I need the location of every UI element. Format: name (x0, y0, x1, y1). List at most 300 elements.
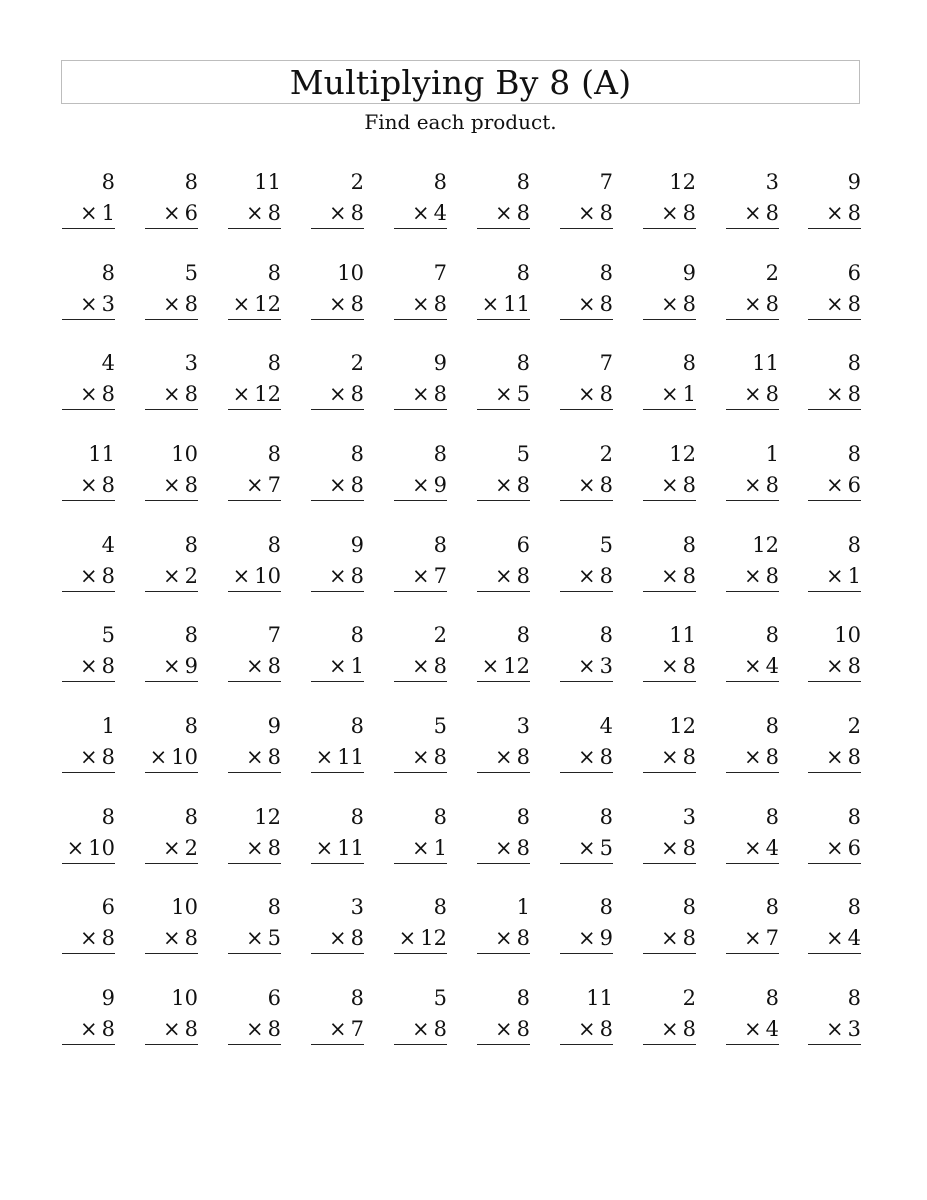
problem-item (145, 897, 198, 963)
problem-item (643, 807, 696, 873)
multiplier-line (412, 475, 447, 496)
times-sign: × (826, 745, 844, 769)
answer-line (62, 772, 115, 773)
multiplier-line (80, 203, 115, 224)
times-sign: × (246, 473, 264, 497)
answer-line (477, 409, 530, 410)
bottom-number: 8 (682, 564, 696, 588)
top-number: 12 (669, 170, 696, 194)
answer-line (145, 228, 198, 229)
times-sign: × (66, 836, 85, 860)
answer-line (228, 953, 281, 954)
times-sign: × (826, 926, 844, 950)
times-sign: × (246, 1017, 264, 1041)
top-number: 1 (765, 442, 779, 466)
answer-line (643, 953, 696, 954)
bottom-number: 8 (765, 382, 779, 406)
top-number: 8 (599, 895, 613, 919)
times-sign: × (246, 654, 264, 678)
problem-item (560, 444, 613, 510)
times-sign: × (578, 473, 596, 497)
answer-line (560, 863, 613, 864)
answer-line (394, 772, 447, 773)
top-number: 8 (184, 623, 198, 647)
answer-line (477, 500, 530, 501)
times-sign: × (412, 1017, 430, 1041)
answer-line (808, 681, 861, 682)
bottom-number: 8 (101, 654, 115, 678)
times-sign: × (412, 201, 430, 225)
multiplier-line (578, 203, 613, 224)
answer-line (726, 228, 779, 229)
top-number: 3 (682, 805, 696, 829)
times-sign: × (744, 201, 762, 225)
answer-line (228, 319, 281, 320)
top-number: 8 (599, 805, 613, 829)
times-sign: × (826, 473, 844, 497)
multiplier-line (495, 747, 530, 768)
top-number: 8 (267, 533, 281, 557)
top-number: 6 (847, 261, 861, 285)
bottom-number: 8 (847, 382, 861, 406)
multiplier-line (495, 1019, 530, 1040)
top-number: 1 (101, 714, 115, 738)
top-number: 8 (847, 986, 861, 1010)
answer-line (477, 591, 530, 592)
bottom-number: 3 (847, 1017, 861, 1041)
bottom-number: 8 (267, 745, 281, 769)
multiplier-line (316, 747, 364, 768)
multiplier-line (661, 747, 696, 768)
problem-item (394, 897, 447, 963)
problem-item (560, 535, 613, 601)
top-number: 8 (516, 805, 530, 829)
bottom-number: 8 (433, 382, 447, 406)
top-number: 8 (847, 533, 861, 557)
answer-line (145, 319, 198, 320)
bottom-number: 12 (254, 292, 281, 316)
bottom-number: 11 (503, 292, 530, 316)
times-sign: × (661, 654, 679, 678)
times-sign: × (578, 292, 596, 316)
bottom-number: 8 (184, 1017, 198, 1041)
problem-item (62, 988, 115, 1054)
bottom-number: 9 (184, 654, 198, 678)
top-number: 11 (88, 442, 115, 466)
times-sign: × (578, 745, 596, 769)
bottom-number: 8 (433, 654, 447, 678)
answer-line (145, 953, 198, 954)
multiplier-line (329, 656, 364, 677)
bottom-number: 7 (765, 926, 779, 950)
problem-item (477, 353, 530, 419)
times-sign: × (163, 564, 181, 588)
answer-line (808, 953, 861, 954)
answer-line (643, 319, 696, 320)
top-number: 5 (433, 986, 447, 1010)
times-sign: × (232, 564, 251, 588)
answer-line (808, 1044, 861, 1045)
bottom-number: 8 (682, 654, 696, 678)
top-number: 9 (267, 714, 281, 738)
times-sign: × (495, 926, 513, 950)
answer-line (145, 500, 198, 501)
bottom-number: 8 (765, 292, 779, 316)
answer-line (62, 953, 115, 954)
bottom-number: 8 (516, 926, 530, 950)
problem-item (726, 625, 779, 691)
top-number: 8 (267, 351, 281, 375)
bottom-number: 2 (184, 836, 198, 860)
answer-line (228, 409, 281, 410)
bottom-number: 8 (765, 473, 779, 497)
bottom-number: 8 (765, 201, 779, 225)
multiplier-line (826, 294, 861, 315)
times-sign: × (495, 382, 513, 406)
answer-line (394, 681, 447, 682)
bottom-number: 8 (350, 473, 364, 497)
answer-line (643, 863, 696, 864)
times-sign: × (80, 473, 98, 497)
times-sign: × (412, 564, 430, 588)
times-sign: × (412, 382, 430, 406)
answer-line (808, 591, 861, 592)
bottom-number: 8 (599, 292, 613, 316)
bottom-number: 8 (516, 1017, 530, 1041)
top-number: 2 (433, 623, 447, 647)
multiplier-line (80, 475, 115, 496)
bottom-number: 8 (516, 201, 530, 225)
problem-item (62, 444, 115, 510)
problem-item (726, 444, 779, 510)
bottom-number: 1 (350, 654, 364, 678)
top-number: 12 (752, 533, 779, 557)
times-sign: × (163, 201, 181, 225)
times-sign: × (826, 1017, 844, 1041)
times-sign: × (578, 564, 596, 588)
answer-line (145, 863, 198, 864)
problem-item (62, 353, 115, 419)
times-sign: × (744, 1017, 762, 1041)
multiplier-line (661, 928, 696, 949)
answer-line (311, 772, 364, 773)
answer-line (560, 1044, 613, 1045)
times-sign: × (661, 201, 679, 225)
top-number: 10 (171, 986, 198, 1010)
times-sign: × (163, 382, 181, 406)
top-number: 8 (101, 261, 115, 285)
problem-item (394, 716, 447, 782)
answer-line (808, 319, 861, 320)
problem-item (62, 807, 115, 873)
answer-line (477, 953, 530, 954)
problem-item (726, 716, 779, 782)
bottom-number: 8 (350, 926, 364, 950)
problem-item (228, 897, 281, 963)
times-sign: × (412, 745, 430, 769)
problem-item (643, 716, 696, 782)
multiplier-line (495, 928, 530, 949)
bottom-number: 8 (682, 473, 696, 497)
top-number: 8 (765, 805, 779, 829)
multiplier-line (744, 475, 779, 496)
top-number: 3 (765, 170, 779, 194)
times-sign: × (329, 1017, 347, 1041)
times-sign: × (412, 836, 430, 860)
top-number: 8 (682, 895, 696, 919)
problem-item (145, 263, 198, 329)
problem-item (311, 535, 364, 601)
times-sign: × (329, 926, 347, 950)
bottom-number: 12 (254, 382, 281, 406)
multiplier-line (412, 384, 447, 405)
bottom-number: 8 (682, 836, 696, 860)
problem-item (560, 172, 613, 238)
top-number: 8 (516, 623, 530, 647)
multiplier-line (80, 928, 115, 949)
answer-line (228, 1044, 281, 1045)
answer-line (643, 1044, 696, 1045)
problem-item (643, 353, 696, 419)
problem-item (394, 988, 447, 1054)
answer-line (477, 228, 530, 229)
answer-line (726, 409, 779, 410)
answer-line (62, 228, 115, 229)
answer-line (394, 500, 447, 501)
bottom-number: 8 (847, 201, 861, 225)
multiplier-line (246, 656, 281, 677)
problem-item (477, 172, 530, 238)
problem-item (145, 716, 198, 782)
multiplier-line (578, 656, 613, 677)
problem-item (145, 535, 198, 601)
times-sign: × (329, 654, 347, 678)
multiplier-line (826, 656, 861, 677)
times-sign: × (315, 745, 334, 769)
problem-item (726, 807, 779, 873)
times-sign: × (412, 473, 430, 497)
multiplier-line (246, 747, 281, 768)
top-number: 2 (350, 170, 364, 194)
problem-item (228, 535, 281, 601)
bottom-number: 8 (847, 292, 861, 316)
answer-line (643, 681, 696, 682)
bottom-number: 8 (516, 745, 530, 769)
top-number: 10 (337, 261, 364, 285)
bottom-number: 4 (433, 201, 447, 225)
times-sign: × (578, 201, 596, 225)
bottom-number: 1 (101, 201, 115, 225)
multiplier-line (661, 566, 696, 587)
top-number: 12 (669, 442, 696, 466)
top-number: 8 (267, 261, 281, 285)
bottom-number: 8 (350, 382, 364, 406)
times-sign: × (329, 292, 347, 316)
multiplier-line (826, 747, 861, 768)
times-sign: × (246, 201, 264, 225)
problem-item (394, 172, 447, 238)
top-number: 9 (682, 261, 696, 285)
problem-item (311, 807, 364, 873)
top-number: 8 (184, 805, 198, 829)
top-number: 8 (433, 895, 447, 919)
times-sign: × (495, 564, 513, 588)
problem-item (477, 807, 530, 873)
multiplier-line (163, 1019, 198, 1040)
times-sign: × (661, 382, 679, 406)
bottom-number: 8 (101, 382, 115, 406)
top-number: 8 (765, 714, 779, 738)
bottom-number: 8 (184, 473, 198, 497)
bottom-number: 9 (599, 926, 613, 950)
bottom-number: 8 (599, 745, 613, 769)
times-sign: × (495, 201, 513, 225)
times-sign: × (495, 836, 513, 860)
bottom-number: 9 (433, 473, 447, 497)
multiplier-line (246, 928, 281, 949)
bottom-number: 3 (599, 654, 613, 678)
problem-item (145, 172, 198, 238)
problem-item (477, 716, 530, 782)
top-number: 5 (184, 261, 198, 285)
multiplier-line (661, 384, 696, 405)
bottom-number: 8 (433, 745, 447, 769)
problem-item (643, 172, 696, 238)
bottom-number: 8 (350, 201, 364, 225)
top-number: 2 (765, 261, 779, 285)
times-sign: × (744, 292, 762, 316)
multiplier-line (744, 294, 779, 315)
bottom-number: 8 (847, 654, 861, 678)
times-sign: × (578, 654, 596, 678)
times-sign: × (232, 292, 251, 316)
bottom-number: 5 (516, 382, 530, 406)
bottom-number: 8 (516, 564, 530, 588)
bottom-number: 12 (503, 654, 530, 678)
answer-line (311, 228, 364, 229)
answer-line (311, 863, 364, 864)
bottom-number: 5 (599, 836, 613, 860)
answer-line (311, 409, 364, 410)
top-number: 8 (516, 986, 530, 1010)
times-sign: × (661, 1017, 679, 1041)
top-number: 5 (516, 442, 530, 466)
top-number: 8 (847, 895, 861, 919)
bottom-number: 8 (847, 745, 861, 769)
answer-line (145, 591, 198, 592)
answer-line (394, 228, 447, 229)
answer-line (808, 500, 861, 501)
multiplier-line (80, 566, 115, 587)
answer-line (311, 681, 364, 682)
answer-line (394, 591, 447, 592)
answer-line (643, 500, 696, 501)
bottom-number: 10 (171, 745, 198, 769)
top-number: 8 (350, 714, 364, 738)
problem-item (62, 172, 115, 238)
bottom-number: 10 (254, 564, 281, 588)
answer-line (311, 1044, 364, 1045)
top-number: 8 (765, 895, 779, 919)
bottom-number: 8 (765, 564, 779, 588)
times-sign: × (246, 745, 264, 769)
answer-line (62, 591, 115, 592)
top-number: 11 (669, 623, 696, 647)
multiplier-line (329, 1019, 364, 1040)
problem-item (311, 353, 364, 419)
problem-item (643, 625, 696, 691)
multiplier-line (744, 747, 779, 768)
problem-item (228, 625, 281, 691)
times-sign: × (661, 836, 679, 860)
answer-line (62, 409, 115, 410)
top-number: 10 (171, 442, 198, 466)
times-sign: × (232, 382, 251, 406)
top-number: 12 (669, 714, 696, 738)
bottom-number: 1 (433, 836, 447, 860)
answer-line (394, 409, 447, 410)
problem-item (808, 716, 861, 782)
times-sign: × (826, 292, 844, 316)
bottom-number: 8 (765, 745, 779, 769)
times-sign: × (163, 926, 181, 950)
problem-item (808, 444, 861, 510)
problem-item (145, 353, 198, 419)
bottom-number: 8 (599, 382, 613, 406)
problem-item (477, 535, 530, 601)
times-sign: × (661, 564, 679, 588)
bottom-number: 3 (101, 292, 115, 316)
problem-item (726, 172, 779, 238)
bottom-number: 10 (88, 836, 115, 860)
top-number: 11 (586, 986, 613, 1010)
problem-item (228, 444, 281, 510)
top-number: 5 (599, 533, 613, 557)
multiplier-line (744, 566, 779, 587)
bottom-number: 4 (847, 926, 861, 950)
multiplier-line (412, 566, 447, 587)
times-sign: × (398, 926, 417, 950)
times-sign: × (495, 473, 513, 497)
top-number: 5 (101, 623, 115, 647)
problem-item (394, 444, 447, 510)
times-sign: × (163, 1017, 181, 1041)
answer-line (726, 1044, 779, 1045)
multiplier-line (495, 384, 530, 405)
top-number: 11 (254, 170, 281, 194)
multiplier-line (163, 294, 198, 315)
times-sign: × (80, 1017, 98, 1041)
problem-item (477, 444, 530, 510)
problem-item (560, 263, 613, 329)
bottom-number: 8 (101, 926, 115, 950)
top-number: 8 (433, 442, 447, 466)
top-number: 8 (433, 170, 447, 194)
multiplier-line (744, 656, 779, 677)
problem-item (311, 263, 364, 329)
multiplier-line (661, 656, 696, 677)
multiplier-line (495, 475, 530, 496)
problem-item (62, 897, 115, 963)
multiplier-line (661, 475, 696, 496)
times-sign: × (80, 654, 98, 678)
top-number: 11 (752, 351, 779, 375)
bottom-number: 8 (267, 1017, 281, 1041)
bottom-number: 8 (516, 836, 530, 860)
top-number: 9 (101, 986, 115, 1010)
multiplier-line (578, 294, 613, 315)
times-sign: × (149, 745, 168, 769)
